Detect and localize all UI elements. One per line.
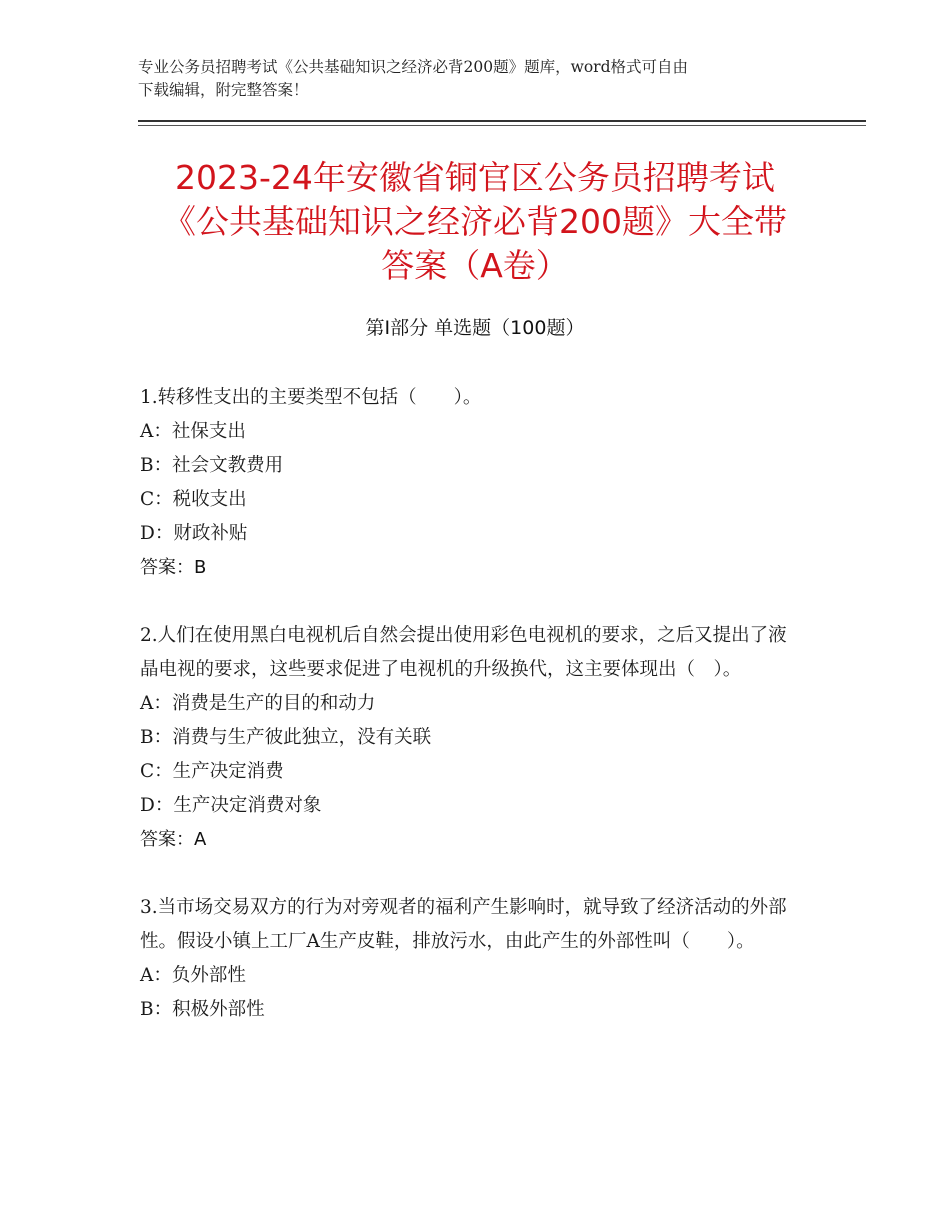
title-line-2: 《公共基础知识之经济必背200题》大全带 [163,202,787,241]
document-title [100,156,850,288]
question-stem: 2.人们在使用黑白电视机后自然会提出使用彩色电视机的要求，之后又提出了液晶电视的要求，这些要求促进了电视机的升级换代，这主要体现出（ ）。 [140,625,787,680]
header-rule-thin [138,125,866,126]
question-2 [140,619,800,857]
option-b: B：消费与生产彼此独立，没有关联 [140,727,432,748]
option-b: B：社会文教费用 [140,455,284,476]
option-a: A：社保支出 [140,421,246,442]
question-1 [140,381,800,585]
header-note-line-1: 专业公务员招聘考试《公共基础知识之经济必背200题》题库，word格式可自由 [138,58,689,76]
header-note-line-2: 下载编辑，附完整答案！ [138,81,309,99]
question-3 [140,891,800,1027]
title-line-1: 2023-24年安徽省铜官区公务员招聘考试 [175,158,775,197]
answer-label: 答案：B [140,557,207,578]
answer-label: 答案：A [140,829,207,850]
option-a: A：负外部性 [140,965,246,986]
option-b: B：积极外部性 [140,999,265,1020]
header-note [138,56,818,102]
section-title: 第Ⅰ部分 单选题（100题） [365,317,585,339]
question-stem: 1.转移性支出的主要类型不包括（ ）。 [140,387,482,408]
question-list [140,381,800,1061]
option-a: A：消费是生产的目的和动力 [140,693,376,714]
option-d: D：生产决定消费对象 [140,795,322,816]
option-c: C：生产决定消费 [140,761,284,782]
header-rule-thick [138,120,866,122]
option-d: D：财政补贴 [140,523,248,544]
title-line-3: 答案（A卷） [381,246,569,285]
option-c: C：税收支出 [140,489,247,510]
question-stem: 3.当市场交易双方的行为对旁观者的福利产生影响时，就导致了经济活动的外部性。假设小镇上工厂A生产皮鞋，排放污水，由此产生的外部性叫（ ）。 [140,897,787,952]
